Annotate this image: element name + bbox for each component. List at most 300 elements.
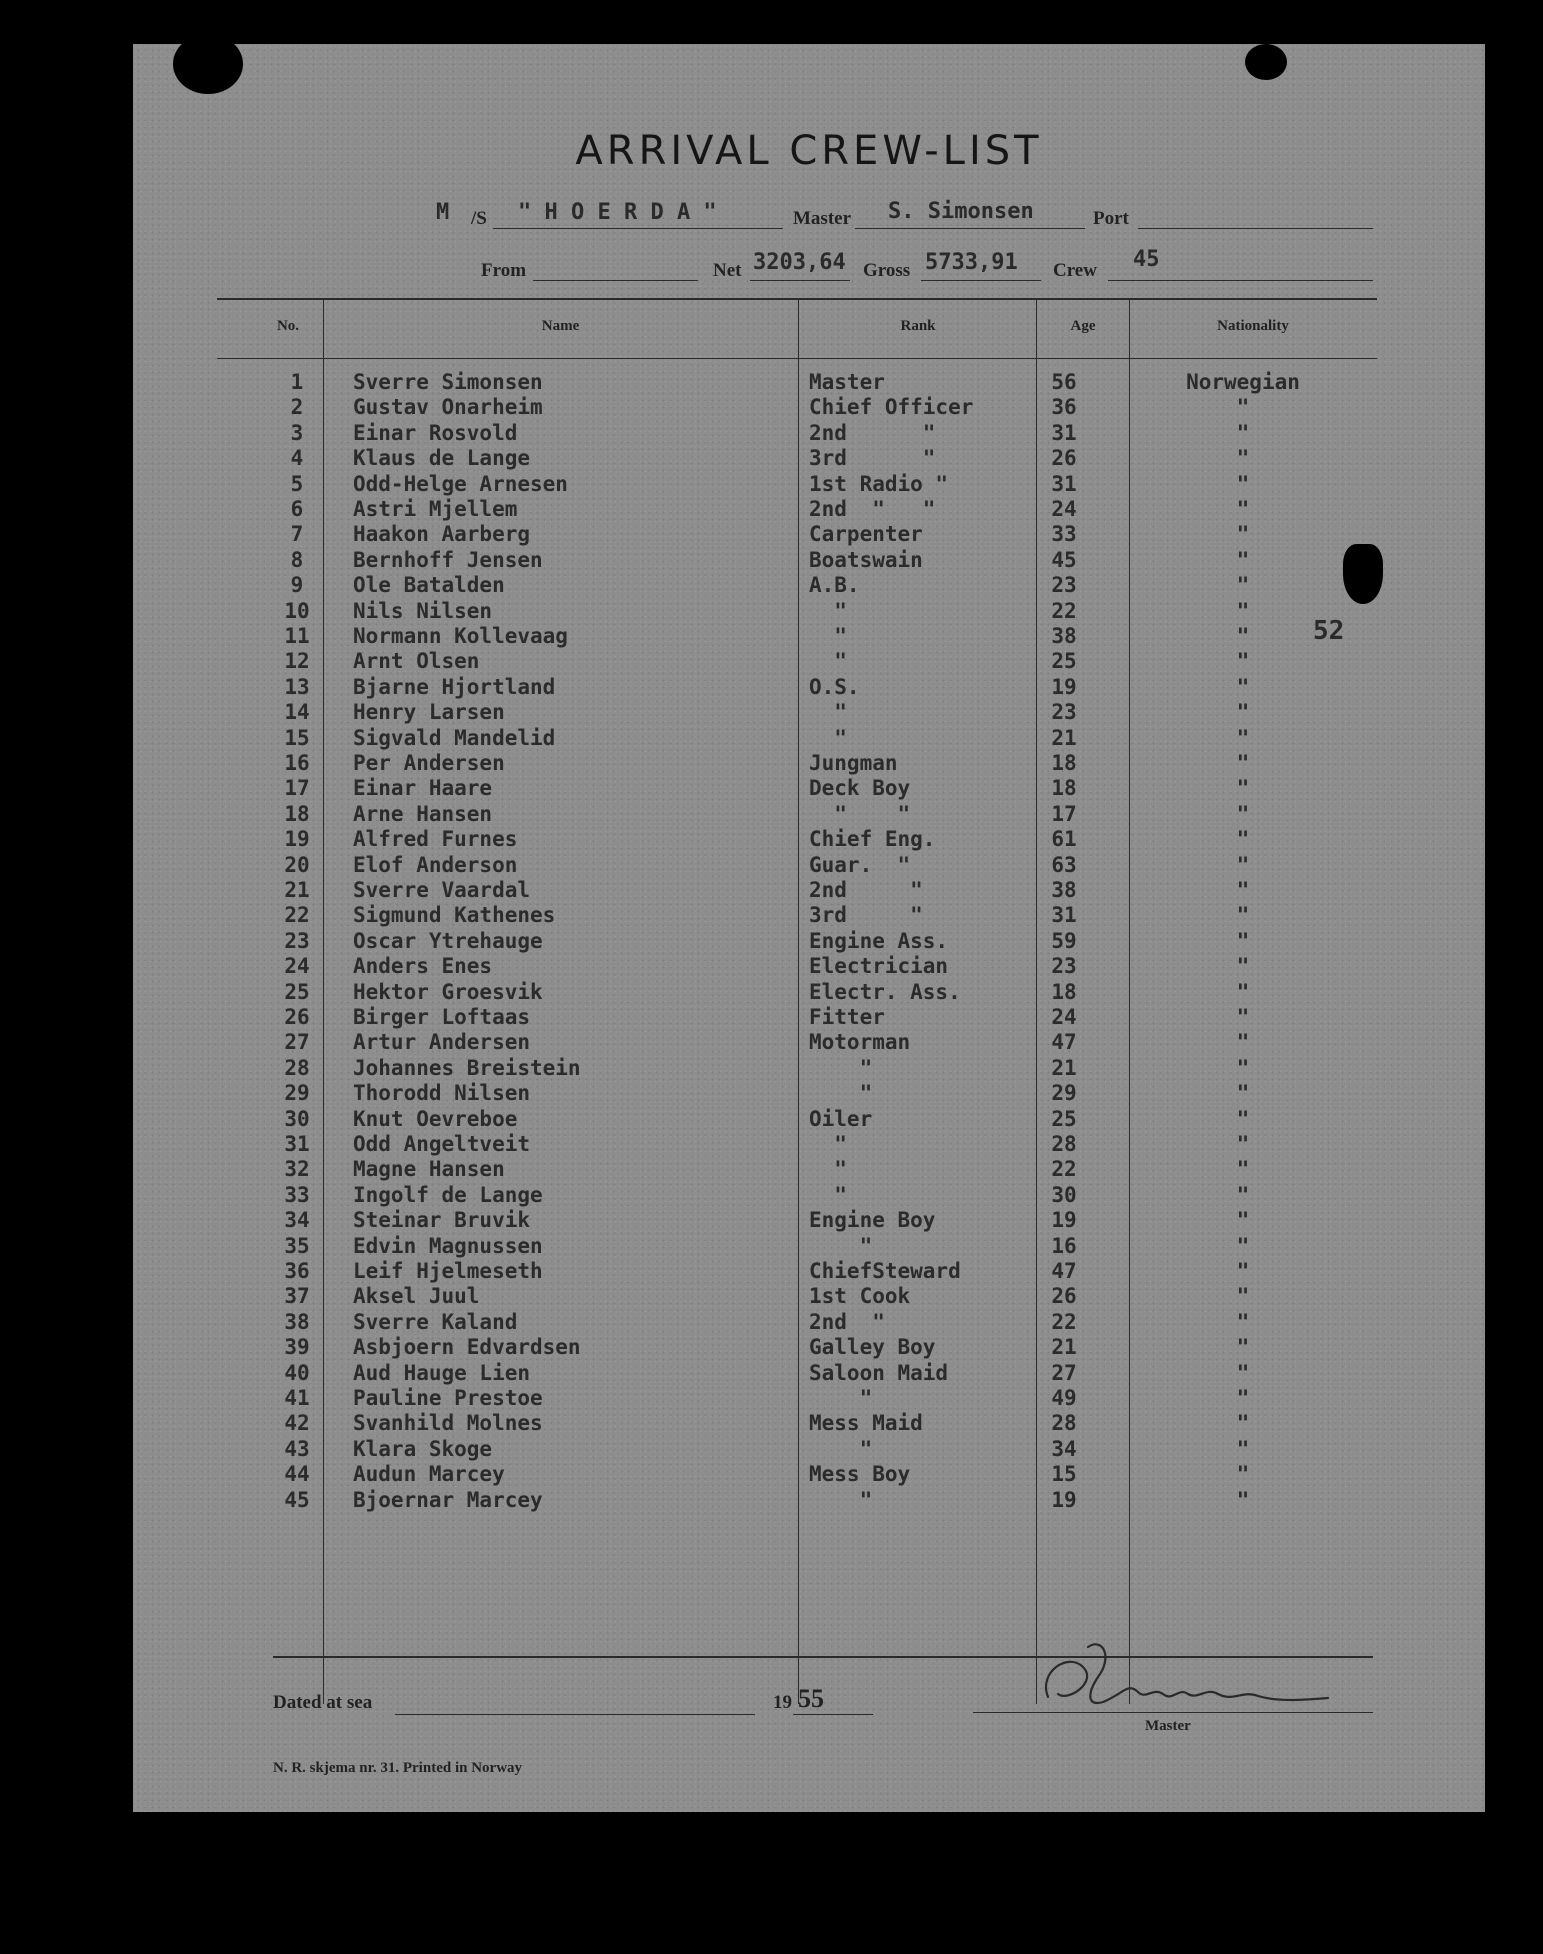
crew-number: 37 [284, 1284, 310, 1309]
table-row [133, 624, 1485, 649]
crew-name: Odd-Helge Arnesen [353, 471, 568, 496]
crew-number: 3 [290, 420, 304, 445]
table-row [133, 548, 1485, 573]
crew-age: 29 [1051, 1081, 1077, 1106]
crew-rank: " [809, 725, 847, 750]
crew-name: Johannes Breistein [353, 1055, 581, 1080]
table-row [133, 827, 1485, 852]
dated-label: Dated at sea [273, 1692, 373, 1713]
table-row [133, 929, 1485, 954]
crew-age: 19 [1051, 674, 1077, 699]
crew-nationality: " [1236, 1411, 1250, 1436]
crew-rank: Boatswain [809, 547, 923, 572]
crew-nationality: " [1236, 1157, 1250, 1182]
crew-rank: " [809, 1386, 873, 1410]
crew-rank: Engine Ass. [809, 928, 949, 953]
table-row [133, 1310, 1485, 1335]
crew-number: 23 [284, 928, 310, 953]
crew-number: 33 [284, 1182, 310, 1207]
table-header-rule [217, 358, 1377, 359]
crew-rank: " [809, 1132, 847, 1156]
crew-number: 2 [290, 395, 304, 420]
crew-name: Knut Oevreboe [353, 1106, 518, 1131]
crew-number: 1 [290, 370, 304, 394]
crew-name: Bjarne Hjortland [353, 674, 556, 699]
crew-number: 28 [284, 1055, 310, 1080]
crew-age: 26 [1051, 1284, 1077, 1309]
crew-nationality: " [1236, 1284, 1250, 1309]
master-underline [855, 228, 1085, 229]
document-title: ARRIVAL CREW-LIST [575, 128, 1043, 174]
crew-nationality: Norwegian [1186, 370, 1300, 394]
crew-age: 18 [1051, 776, 1077, 801]
year-suffix: 55 [798, 1684, 824, 1713]
crew-name: Svanhild Molnes [353, 1411, 543, 1436]
table-row [133, 853, 1485, 878]
crew-rank: 2nd " [809, 420, 936, 445]
crew-age: 19 [1051, 1208, 1077, 1233]
crew-age: 28 [1051, 1132, 1077, 1156]
from-label: From [481, 260, 527, 281]
table-row [133, 1411, 1485, 1436]
crew-nationality: " [1236, 1030, 1250, 1055]
crew-nationality: " [1236, 852, 1250, 877]
crew-rank: Master [809, 370, 885, 394]
crew-number: 8 [290, 547, 304, 572]
dated-underline [395, 1714, 755, 1715]
crew-name: Klara Skoge [353, 1436, 493, 1461]
vessel-name: " H O E R D A " [518, 200, 717, 225]
crew-rank: " [809, 1055, 873, 1080]
crew-name: Elof Anderson [353, 852, 518, 877]
crew-name: Klaus de Lange [353, 446, 531, 471]
crew-rank: Fitter [809, 1005, 885, 1029]
crew-name: Bernhoff Jensen [353, 547, 543, 572]
crew-nationality: " [1236, 573, 1250, 598]
crew-name: Sigmund Kathenes [353, 903, 556, 928]
table-row [133, 1361, 1485, 1386]
header-no: No. [276, 318, 300, 334]
table-row [133, 980, 1485, 1005]
crew-nationality: " [1236, 624, 1250, 648]
crew-rank: Saloon Maid [809, 1360, 949, 1385]
crew-nationality: " [1236, 522, 1250, 547]
table-row [133, 522, 1485, 547]
table-row [133, 446, 1485, 471]
crew-number: 42 [284, 1411, 310, 1436]
crew-number: 12 [284, 649, 310, 674]
crew-rank: Chief Officer [809, 395, 974, 420]
crew-nationality: " [1236, 1487, 1250, 1512]
crew-rank: O.S. [809, 674, 860, 699]
crew-number: 6 [290, 497, 304, 521]
crew-nationality: " [1236, 1233, 1250, 1258]
crew-nationality: " [1236, 954, 1250, 979]
crew-name: Hektor Groesvik [353, 979, 543, 1004]
crew-age: 17 [1051, 801, 1077, 826]
crew-number: 9 [290, 573, 304, 598]
crew-number: 36 [284, 1259, 310, 1283]
table-row [133, 1208, 1485, 1233]
crew-rank: 1st Radio " [809, 471, 949, 496]
crew-number: 29 [284, 1081, 310, 1106]
crew-rank: Deck Boy [809, 776, 911, 801]
margin-number: 52 [1313, 616, 1345, 646]
crew-rank: " [809, 1157, 847, 1182]
crew-nationality: " [1236, 1132, 1250, 1156]
crew-age: 28 [1051, 1411, 1077, 1436]
printer-note: N. R. skjema nr. 31. Printed in Norway [273, 1760, 523, 1776]
crew-age: 47 [1051, 1030, 1077, 1055]
crew-number: 24 [284, 954, 310, 979]
gross-underline [921, 280, 1041, 281]
crew-name: Ingolf de Lange [353, 1182, 543, 1207]
crew-age: 18 [1051, 751, 1077, 775]
crew-name: Anders Enes [353, 954, 493, 979]
crew-nationality: " [1236, 827, 1250, 852]
crew-name: Audun Marcey [353, 1462, 505, 1487]
crew-number: 30 [284, 1106, 310, 1131]
crew-age: 59 [1051, 928, 1077, 953]
table-row [133, 954, 1485, 979]
table-row [133, 1081, 1485, 1106]
crew-age: 24 [1051, 1005, 1077, 1029]
crew-nationality: " [1236, 1055, 1250, 1080]
crew-number: 21 [284, 878, 310, 902]
crew-name: Edvin Magnussen [353, 1233, 543, 1258]
table-row [133, 1056, 1485, 1081]
crew-age: 31 [1051, 420, 1077, 445]
crew-nationality: " [1236, 1436, 1250, 1461]
crew-number: 35 [284, 1233, 310, 1258]
crew-age: 16 [1051, 1233, 1077, 1258]
crew-name: Artur Andersen [353, 1030, 531, 1055]
crew-rank: 2nd " [809, 1309, 885, 1334]
table-row [133, 776, 1485, 801]
crew-age: 25 [1051, 649, 1077, 674]
crew-number: 10 [284, 598, 310, 623]
crew-number: 20 [284, 852, 310, 877]
net-underline [750, 280, 850, 281]
crew-rank: 1st Cook [809, 1284, 911, 1309]
year-prefix: 19 [773, 1692, 792, 1713]
crew-nationality: " [1236, 801, 1250, 826]
torn-corner [173, 34, 243, 94]
master-signature-label: Master [1145, 1718, 1191, 1734]
table-row [133, 1030, 1485, 1055]
net-value: 3203,64 [753, 250, 846, 275]
crew-nationality: " [1236, 547, 1250, 572]
port-label: Port [1093, 208, 1129, 229]
crew-age: 21 [1051, 725, 1077, 750]
gross-value: 5733,91 [925, 250, 1018, 275]
crew-name: Sigvald Mandelid [353, 725, 556, 750]
crew-underline [1108, 280, 1373, 281]
crew-rank: 2nd " " [809, 497, 936, 521]
crew-name: Steinar Bruvik [353, 1208, 531, 1233]
crew-number: 38 [284, 1309, 310, 1334]
crew-rank: Electrician [809, 954, 949, 979]
crew-number: 16 [284, 751, 310, 775]
crew-age: 21 [1051, 1055, 1077, 1080]
crew-nationality: " [1236, 1335, 1250, 1360]
vessel-underline [493, 228, 783, 229]
crew-nationality: " [1236, 776, 1250, 801]
crew-age: 19 [1051, 1487, 1077, 1512]
crew-age: 30 [1051, 1182, 1077, 1207]
table-row [133, 1259, 1485, 1284]
crew-name: Gustav Onarheim [353, 395, 543, 420]
crew-number: 44 [284, 1462, 310, 1487]
crew-age: 23 [1051, 573, 1077, 598]
crew-number: 27 [284, 1030, 310, 1055]
from-underline [533, 280, 698, 281]
crew-nationality: " [1236, 928, 1250, 953]
crew-age: 24 [1051, 497, 1077, 521]
table-row [133, 1386, 1485, 1411]
crew-number: 34 [284, 1208, 310, 1233]
crew-nationality: " [1236, 497, 1250, 521]
table-row [133, 675, 1485, 700]
table-row [133, 1157, 1485, 1182]
crew-nationality: " [1236, 725, 1250, 750]
table-row [133, 1284, 1485, 1309]
crew-age: 56 [1051, 370, 1077, 394]
crew-number: 26 [284, 1005, 310, 1029]
crew-name: Nils Nilsen [353, 598, 493, 623]
crew-age: 15 [1051, 1462, 1077, 1487]
crew-nationality: " [1236, 1259, 1250, 1283]
crew-nationality: " [1236, 598, 1250, 623]
table-row [133, 1183, 1485, 1208]
crew-name: Normann Kollevaag [353, 624, 568, 648]
crew-name: Sverre Kaland [353, 1309, 518, 1334]
crew-nationality: " [1236, 979, 1250, 1004]
crew-name: Per Andersen [353, 751, 505, 775]
crew-nationality: " [1236, 471, 1250, 496]
crew-nationality: " [1236, 1005, 1250, 1029]
crew-name: Arne Hansen [353, 801, 493, 826]
header-age: Age [1070, 318, 1096, 334]
master-label: Master [793, 208, 852, 229]
crew-rank: Mess Boy [809, 1462, 911, 1487]
crew-rank: " [809, 1487, 873, 1512]
crew-nationality: " [1236, 700, 1250, 725]
table-row [133, 878, 1485, 903]
crew-name: Alfred Furnes [353, 827, 518, 852]
header-nationality: Nationality [1217, 318, 1289, 334]
crew-age: 33 [1051, 522, 1077, 547]
crew-rank: Engine Boy [809, 1208, 936, 1233]
crew-age: 21 [1051, 1335, 1077, 1360]
crew-nationality: " [1236, 1081, 1250, 1106]
crew-rank: ChiefSteward [809, 1259, 961, 1283]
crew-name: Einar Rosvold [353, 420, 518, 445]
vessel-suffix: /S [471, 208, 487, 229]
crew-number: 4 [290, 446, 304, 471]
table-row [133, 802, 1485, 827]
crew-age: 34 [1051, 1436, 1077, 1461]
crew-nationality: " [1236, 903, 1250, 928]
master-signature [1028, 1632, 1348, 1722]
crew-age: 61 [1051, 827, 1077, 852]
crew-nationality: " [1236, 1462, 1250, 1487]
table-row [133, 472, 1485, 497]
table-row [133, 421, 1485, 446]
table-row [133, 1488, 1485, 1513]
crew-rank: " [809, 649, 847, 674]
crew-number: 40 [284, 1360, 310, 1385]
crew-name: Leif Hjelmeseth [353, 1259, 543, 1283]
crew-number: 19 [284, 827, 310, 852]
table-top-rule [217, 298, 1377, 300]
crew-age: 25 [1051, 1106, 1077, 1131]
crew-name: Magne Hansen [353, 1157, 505, 1182]
crew-age: 36 [1051, 395, 1077, 420]
table-row [133, 1234, 1485, 1259]
crew-rank: A.B. [809, 573, 860, 598]
table-row [133, 726, 1485, 751]
crew-name: Birger Loftaas [353, 1005, 531, 1029]
crew-age: 47 [1051, 1259, 1077, 1283]
crew-age: 49 [1051, 1386, 1077, 1410]
crew-rank: Chief Eng. [809, 827, 936, 852]
crew-nationality: " [1236, 1208, 1250, 1233]
crew-value: 45 [1133, 247, 1160, 272]
crew-name: Haakon Aarberg [353, 522, 531, 547]
crew-rank: 3rd " [809, 903, 923, 928]
crew-name: Odd Angeltveit [353, 1132, 531, 1156]
crew-name: Pauline Prestoe [353, 1386, 543, 1410]
crew-name: Oscar Ytrehauge [353, 928, 543, 953]
crew-number: 43 [284, 1436, 310, 1461]
crew-nationality: " [1236, 1309, 1250, 1334]
crew-rank: 3rd " [809, 446, 936, 471]
crew-number: 17 [284, 776, 310, 801]
crew-name: Bjoernar Marcey [353, 1487, 543, 1512]
crew-rank: " [809, 624, 847, 648]
crew-age: 63 [1051, 852, 1077, 877]
crew-list-document [133, 44, 1485, 1812]
port-underline [1138, 228, 1373, 229]
crew-rank: Motorman [809, 1030, 911, 1055]
crew-age: 22 [1051, 1309, 1077, 1334]
table-row [133, 1437, 1485, 1462]
crew-number: 15 [284, 725, 310, 750]
crew-number: 25 [284, 979, 310, 1004]
crew-nationality: " [1236, 446, 1250, 471]
crew-name: Thorodd Nilsen [353, 1081, 531, 1106]
crew-age: 38 [1051, 878, 1077, 902]
table-row [133, 1107, 1485, 1132]
crew-rank: 2nd " [809, 878, 923, 902]
crew-age: 22 [1051, 1157, 1077, 1182]
crew-rank: " [809, 598, 847, 623]
crew-name: Astri Mjellem [353, 497, 518, 521]
header-name: Name [541, 318, 580, 334]
crew-rank: " [809, 1436, 873, 1461]
crew-rank: Jungman [809, 751, 898, 775]
master-name: S. Simonsen [888, 199, 1034, 224]
crew-number: 39 [284, 1335, 310, 1360]
crew-name: Arnt Olsen [353, 649, 480, 674]
table-row [133, 497, 1485, 522]
crew-number: 5 [290, 471, 304, 496]
crew-nationality: " [1236, 674, 1250, 699]
crew-age: 27 [1051, 1360, 1077, 1385]
crew-nationality: " [1236, 1386, 1250, 1410]
crew-name: Sverre Vaardal [353, 878, 531, 902]
table-row [133, 903, 1485, 928]
crew-rank: Oiler [809, 1106, 873, 1131]
crew-number: 11 [284, 624, 310, 648]
table-row [133, 599, 1485, 624]
crew-rank: Electr. Ass. [809, 979, 961, 1004]
crew-name: Henry Larsen [353, 700, 505, 725]
crew-number: 41 [284, 1386, 310, 1410]
vessel-prefix: M [436, 200, 450, 225]
crew-rank: " [809, 1182, 847, 1207]
crew-number: 22 [284, 903, 310, 928]
table-row [133, 700, 1485, 725]
crew-nationality: " [1236, 395, 1250, 420]
crew-age: 31 [1051, 903, 1077, 928]
crew-name: Aksel Juul [353, 1284, 480, 1309]
year-underline [793, 1714, 873, 1715]
table-row [133, 649, 1485, 674]
table-row [133, 1335, 1485, 1360]
table-row [133, 1462, 1485, 1487]
crew-rank: " [809, 1233, 873, 1258]
crew-nationality: " [1236, 1106, 1250, 1131]
crew-nationality: " [1236, 1182, 1250, 1207]
table-row [133, 395, 1485, 420]
punch-hole [1245, 44, 1287, 80]
net-label: Net [713, 260, 742, 281]
crew-nationality: " [1236, 751, 1250, 775]
crew-number: 13 [284, 674, 310, 699]
crew-name: Aud Hauge Lien [353, 1360, 531, 1385]
crew-name: Ole Batalden [353, 573, 505, 598]
crew-age: 23 [1051, 954, 1077, 979]
crew-number: 18 [284, 801, 310, 826]
crew-rank: " [809, 1081, 873, 1106]
table-row [133, 751, 1485, 776]
header-rank: Rank [900, 318, 936, 334]
crew-name: Asbjoern Edvardsen [353, 1335, 581, 1360]
crew-nationality: " [1236, 649, 1250, 674]
crew-age: 18 [1051, 979, 1077, 1004]
crew-name: Einar Haare [353, 776, 493, 801]
crew-number: 7 [290, 522, 304, 547]
table-row [133, 370, 1485, 395]
crew-age: 31 [1051, 471, 1077, 496]
crew-label: Crew [1053, 260, 1097, 281]
table-row [133, 1005, 1485, 1030]
crew-rank: Carpenter [809, 522, 923, 547]
crew-number: 31 [284, 1132, 310, 1156]
crew-rank: Guar. " [809, 852, 911, 877]
crew-number: 14 [284, 700, 310, 725]
crew-number: 45 [284, 1487, 310, 1512]
crew-nationality: " [1236, 1360, 1250, 1385]
table-row [133, 573, 1485, 598]
table-row [133, 1132, 1485, 1157]
crew-nationality: " [1236, 420, 1250, 445]
crew-rank: " [809, 700, 847, 725]
gross-label: Gross [863, 260, 911, 281]
crew-age: 26 [1051, 446, 1077, 471]
